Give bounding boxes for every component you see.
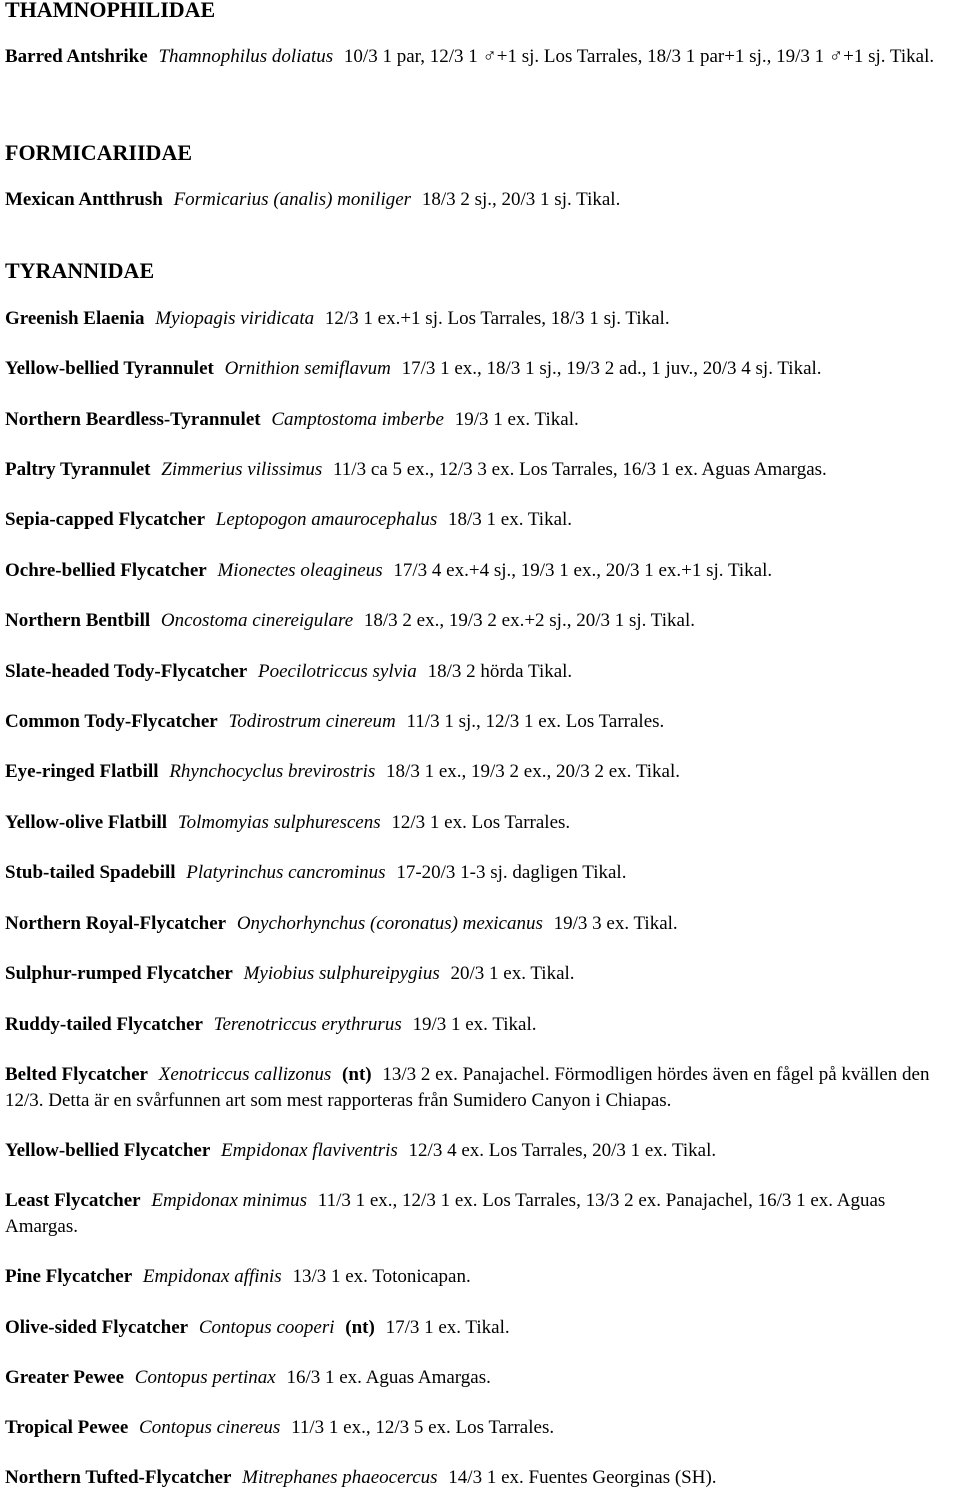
common-name: Least Flycatcher bbox=[5, 1190, 141, 1211]
observation-text: 20/3 1 ex. Tikal. bbox=[450, 963, 575, 984]
observation-text: 11/3 1 ex., 12/3 1 ex. Los Tarrales, 13/3 2 ex. Panajachel, 16/3 1 ex. Aguas Amargas. bbox=[5, 1190, 886, 1237]
species-entry bbox=[5, 356, 957, 382]
common-name: Tropical Pewee bbox=[5, 1417, 129, 1438]
common-name: Ruddy-tailed Flycatcher bbox=[5, 1014, 203, 1035]
species-entry bbox=[5, 558, 957, 584]
common-name: Northern Tufted-Flycatcher bbox=[5, 1467, 232, 1488]
conservation-status: (nt) bbox=[342, 1064, 372, 1085]
species-entry bbox=[5, 1138, 957, 1164]
species-entry bbox=[5, 44, 957, 70]
species-entry bbox=[5, 608, 957, 634]
scientific-name: Platyrinchus cancrominus bbox=[186, 862, 386, 883]
observation-text: 18/3 1 ex., 19/3 2 ex., 20/3 2 ex. Tikal. bbox=[386, 761, 681, 782]
scientific-name: Terenotriccus erythrurus bbox=[213, 1014, 402, 1035]
observation-text: 17/3 4 ex.+4 sj., 19/3 1 ex., 20/3 1 ex.+1 sj. Tikal. bbox=[393, 560, 773, 581]
scientific-name: Leptopogon amaurocephalus bbox=[215, 509, 438, 530]
observation-text: 11/3 1 sj., 12/3 1 ex. Los Tarrales. bbox=[406, 711, 665, 732]
scientific-name: Todirostrum cinereum bbox=[228, 711, 396, 732]
family-heading-formicariidae: FORMICARIIDAE bbox=[5, 140, 192, 165]
observation-text: 18/3 2 hörda Tikal. bbox=[427, 661, 573, 682]
common-name: Mexican Antthrush bbox=[5, 189, 163, 210]
observation-text: 18/3 2 sj., 20/3 1 sj. Tikal. bbox=[421, 189, 621, 210]
observation-text: 12/3 1 ex.+1 sj. Los Tarrales, 18/3 1 sj. Tikal. bbox=[324, 308, 670, 329]
common-name: Yellow-bellied Flycatcher bbox=[5, 1140, 211, 1161]
species-entry bbox=[5, 961, 957, 987]
scientific-name: Empidonax minimus bbox=[151, 1190, 308, 1211]
scientific-name: Contopus cooperi bbox=[198, 1317, 335, 1338]
common-name: Pine Flycatcher bbox=[5, 1266, 133, 1287]
scientific-name: Onychorhynchus (coronatus) mexicanus bbox=[236, 913, 543, 934]
observation-text: 13/3 2 ex. Panajachel. Förmodligen hördes även en fågel på kvällen den 12/3. Detta är en svårfunnen art som mest rapporteras från Sumidero Canyon i Chiapas. bbox=[5, 1064, 930, 1111]
species-entry bbox=[5, 659, 957, 685]
scientific-name: Myiopagis viridicata bbox=[155, 308, 315, 329]
species-entry bbox=[5, 1012, 957, 1038]
species-entry bbox=[5, 1465, 957, 1491]
common-name: Northern Beardless-Tyrannulet bbox=[5, 409, 261, 430]
common-name: Stub-tailed Spadebill bbox=[5, 862, 176, 883]
common-name: Northern Royal-Flycatcher bbox=[5, 913, 227, 934]
species-entry bbox=[5, 507, 957, 533]
species-entry bbox=[5, 1415, 957, 1441]
common-name: Yellow-bellied Tyrannulet bbox=[5, 358, 214, 379]
scientific-name: Poecilotriccus sylvia bbox=[258, 661, 417, 682]
scientific-name: Xenotriccus callizonus bbox=[158, 1064, 332, 1085]
common-name: Sulphur-rumped Flycatcher bbox=[5, 963, 233, 984]
species-entry bbox=[5, 457, 957, 483]
observation-text: 18/3 2 ex., 19/3 2 ex.+2 sj., 20/3 1 sj. Tikal. bbox=[363, 610, 695, 631]
species-entry bbox=[5, 911, 957, 937]
common-name: Yellow-olive Flatbill bbox=[5, 812, 168, 833]
observation-text: 11/3 1 ex., 12/3 5 ex. Los Tarrales. bbox=[291, 1417, 555, 1438]
scientific-name: Zimmerius vilissimus bbox=[161, 459, 323, 480]
family-heading-tyrannidae: TYRANNIDAE bbox=[5, 258, 155, 283]
scientific-name: Thamnophilus doliatus bbox=[158, 46, 334, 67]
common-name: Slate-headed Tody-Flycatcher bbox=[5, 661, 248, 682]
common-name: Eye-ringed Flatbill bbox=[5, 761, 159, 782]
common-name: Ochre-bellied Flycatcher bbox=[5, 560, 207, 581]
scientific-name: Tolmomyias sulphurescens bbox=[177, 812, 381, 833]
species-entry bbox=[5, 1062, 957, 1114]
observation-text: 17/3 1 ex., 18/3 1 sj., 19/3 2 ad., 1 juv., 20/3 4 sj. Tikal. bbox=[401, 358, 822, 379]
species-entry bbox=[5, 860, 957, 886]
species-entry bbox=[5, 810, 957, 836]
scientific-name: Formicarius (analis) moniliger bbox=[173, 189, 412, 210]
observation-text: 12/3 4 ex. Los Tarrales, 20/3 1 ex. Tikal. bbox=[408, 1140, 717, 1161]
common-name: Belted Flycatcher bbox=[5, 1064, 148, 1085]
observation-text: 19/3 3 ex. Tikal. bbox=[553, 913, 678, 934]
scientific-name: Mitrephanes phaeocercus bbox=[242, 1467, 438, 1488]
species-entry bbox=[5, 1315, 957, 1341]
observation-text: 10/3 1 par, 12/3 1 ♂+1 sj. Los Tarrales, 18/3 1 par+1 sj., 19/3 1 ♂+1 sj. Tikal. bbox=[343, 46, 935, 67]
scientific-name: Empidonax flaviventris bbox=[221, 1140, 398, 1161]
species-entry bbox=[5, 407, 957, 433]
observation-text: 19/3 1 ex. Tikal. bbox=[454, 409, 579, 430]
species-entry bbox=[5, 187, 957, 213]
scientific-name: Empidonax affinis bbox=[142, 1266, 282, 1287]
species-entry bbox=[5, 709, 957, 735]
common-name: Sepia-capped Flycatcher bbox=[5, 509, 206, 530]
observation-text: 14/3 1 ex. Fuentes Georginas (SH). bbox=[448, 1467, 717, 1488]
observation-text: 16/3 1 ex. Aguas Amargas. bbox=[286, 1367, 491, 1388]
species-entry bbox=[5, 306, 957, 332]
scientific-name: Camptostoma imberbe bbox=[271, 409, 444, 430]
conservation-status: (nt) bbox=[345, 1317, 375, 1338]
family-heading-thamnophilidae: THAMNOPHILIDAE bbox=[5, 0, 216, 22]
scientific-name: Myiobius sulphureipygius bbox=[243, 963, 440, 984]
observation-text: 19/3 1 ex. Tikal. bbox=[412, 1014, 537, 1035]
scientific-name: Rhynchocyclus brevirostris bbox=[169, 761, 376, 782]
common-name: Olive-sided Flycatcher bbox=[5, 1317, 189, 1338]
common-name: Barred Antshrike bbox=[5, 46, 148, 67]
scientific-name: Mionectes oleagineus bbox=[217, 560, 383, 581]
observation-text: 12/3 1 ex. Los Tarrales. bbox=[391, 812, 571, 833]
species-entry bbox=[5, 1365, 957, 1391]
scientific-name: Oncostoma cinereigulare bbox=[160, 610, 354, 631]
observation-text: 17/3 1 ex. Tikal. bbox=[385, 1317, 510, 1338]
species-entry bbox=[5, 759, 957, 785]
common-name: Paltry Tyrannulet bbox=[5, 459, 151, 480]
common-name: Northern Bentbill bbox=[5, 610, 151, 631]
observation-text: 18/3 1 ex. Tikal. bbox=[448, 509, 573, 530]
common-name: Greenish Elaenia bbox=[5, 308, 145, 329]
species-entry bbox=[5, 1188, 957, 1240]
common-name: Greater Pewee bbox=[5, 1367, 125, 1388]
scientific-name: Contopus cinereus bbox=[139, 1417, 281, 1438]
observation-text: 11/3 ca 5 ex., 12/3 3 ex. Los Tarrales, 16/3 1 ex. Aguas Amargas. bbox=[333, 459, 827, 480]
observation-text: 13/3 1 ex. Totonicapan. bbox=[292, 1266, 471, 1287]
observation-text: 17-20/3 1-3 sj. dagligen Tikal. bbox=[396, 862, 627, 883]
common-name: Common Tody-Flycatcher bbox=[5, 711, 218, 732]
species-entry bbox=[5, 1264, 957, 1290]
scientific-name: Ornithion semiflavum bbox=[224, 358, 391, 379]
scientific-name: Contopus pertinax bbox=[134, 1367, 276, 1388]
